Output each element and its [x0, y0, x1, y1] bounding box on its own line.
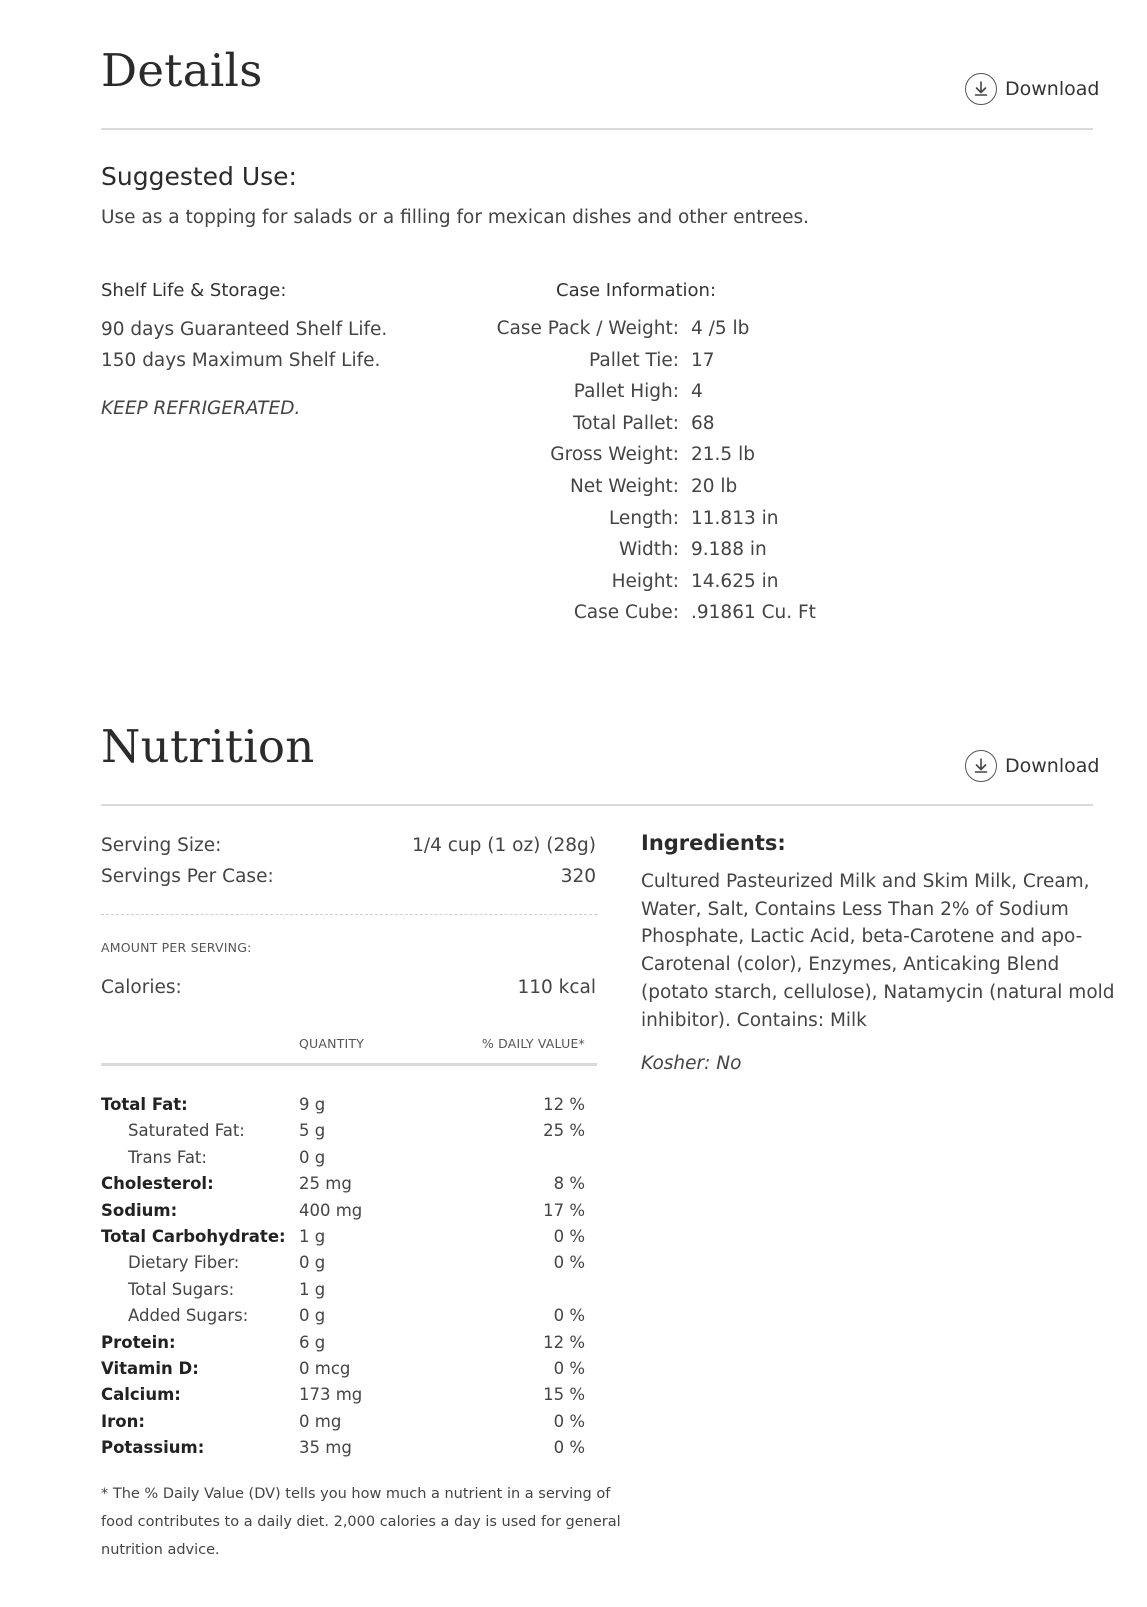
ingredients-heading: Ingredients: [641, 831, 786, 855]
ingredients-line: (potato starch, cellulose), Natamycin (natural mold [641, 981, 1115, 1003]
nutrient-daily-value: 0 % [553, 1411, 585, 1431]
storage-note: KEEP REFRIGERATED. [101, 398, 301, 419]
shelf-life-guaranteed: 90 days Guaranteed Shelf Life. [101, 319, 388, 340]
case-info-heading: Case Information: [556, 280, 717, 301]
case-info-value: 4 [691, 381, 703, 403]
nutrient-quantity: 0 g [299, 1253, 326, 1273]
nutrient-row [101, 1121, 597, 1147]
case-info-row [420, 571, 1100, 601]
ingredients-text [641, 868, 1115, 1034]
case-info-row [420, 413, 1100, 443]
nutrient-quantity: 400 mg [299, 1200, 363, 1220]
download-label: Download [1005, 755, 1100, 777]
case-info-row [420, 539, 1100, 569]
nutrient-daily-value: 12 % [543, 1095, 585, 1114]
nutrient-daily-value: 17 % [543, 1200, 585, 1220]
case-info-label: Gross Weight: [550, 444, 679, 466]
shelf-life-maximum: 150 days Maximum Shelf Life. [101, 350, 381, 371]
case-info-label: Case Cube: [573, 602, 679, 624]
nutrient-name: Trans Fat: [128, 1147, 207, 1167]
daily-value-footnote [101, 1480, 621, 1564]
case-info-label: Pallet High: [573, 381, 679, 403]
case-info-label: Pallet Tie: [589, 349, 679, 371]
nutrient-name: Dietary Fiber: [128, 1253, 240, 1273]
case-info-value: 14.625 in [691, 570, 779, 592]
nutrient-row [101, 1201, 597, 1227]
shelf-life-heading: Shelf Life & Storage: [101, 280, 287, 301]
kosher-status: Kosher: No [641, 1053, 742, 1074]
nutrient-daily-value: 15 % [543, 1385, 585, 1405]
nutrient-row [101, 1306, 597, 1332]
nutrient-row [101, 1095, 597, 1121]
case-info-value: 20 lb [691, 476, 738, 497]
servings-per-case-label: Servings Per Case: [101, 866, 274, 887]
nutrient-quantity: 5 g [299, 1121, 326, 1141]
case-info-value: 68 [691, 412, 715, 434]
download-icon [965, 73, 997, 105]
case-info-label: Total Pallet: [573, 412, 679, 434]
quantity-column-header: QUANTITY [299, 1036, 365, 1051]
nutrition-divider [101, 804, 1093, 806]
nutrient-row [101, 1148, 597, 1174]
suggested-use-heading: Suggested Use: [101, 162, 297, 191]
ingredients-line: Water, Salt, Contains Less Than 2% of Sodium [641, 898, 1069, 920]
nutrient-name: Saturated Fat: [128, 1121, 245, 1141]
case-info-label: Height: [611, 570, 679, 592]
nutrient-name: Vitamin D: [101, 1359, 199, 1378]
case-info-label: Length: [608, 507, 679, 529]
nutrient-daily-value: 12 % [543, 1332, 585, 1352]
nutrition-download-button[interactable] [965, 750, 1099, 782]
case-info-row [420, 602, 1100, 632]
nutrient-name: Iron: [101, 1411, 145, 1431]
nutrient-quantity: 173 mg [299, 1385, 363, 1405]
serving-size-value: 1/4 cup (1 oz) (28g) [412, 835, 596, 856]
nutrient-row [101, 1174, 597, 1200]
case-info-value: 17 [691, 349, 715, 371]
nutrient-daily-value: 0 % [553, 1359, 585, 1378]
download-label: Download [1005, 78, 1100, 100]
calories-label: Calories: [101, 977, 182, 998]
nutrient-quantity: 0 mg [299, 1411, 342, 1431]
nutrient-quantity: 1 g [299, 1279, 326, 1299]
nutrient-quantity: 9 g [299, 1095, 326, 1114]
nutrient-name: Total Carbohydrate: [101, 1227, 286, 1246]
nutrient-name: Total Fat: [101, 1095, 188, 1114]
footnote-line: nutrition advice. [101, 1542, 220, 1558]
nutrient-row [101, 1333, 597, 1359]
case-info-label: Case Pack / Weight: [496, 318, 679, 339]
nutrient-daily-value: 0 % [553, 1438, 585, 1458]
ingredients-line: Carotenal (color), Enzymes, Anticaking Blend [641, 954, 1060, 976]
nutrient-row [101, 1438, 597, 1464]
nutrient-quantity: 0 mcg [299, 1359, 351, 1378]
nutrition-title: Nutrition [101, 720, 315, 773]
nutrient-daily-value: 0 % [553, 1253, 585, 1273]
footnote-line: food contributes to a daily diet. 2,000 calories a day is used for general [101, 1514, 621, 1530]
nutrient-daily-value: 0 % [553, 1227, 585, 1246]
nutrient-row [101, 1253, 597, 1279]
nutrient-row [101, 1412, 597, 1438]
nutrient-quantity: 25 mg [299, 1174, 352, 1194]
nutrient-daily-value: 0 % [553, 1306, 585, 1326]
case-info-row [420, 318, 1100, 348]
footnote-line: * The % Daily Value (DV) tells you how much a nutrient in a serving of [101, 1486, 611, 1502]
details-title: Details [101, 44, 263, 97]
case-info-row [420, 444, 1100, 474]
nutrient-row [101, 1227, 597, 1253]
case-info-row [420, 508, 1100, 538]
nutrient-name: Cholesterol: [101, 1174, 214, 1194]
serving-size-label: Serving Size: [101, 835, 222, 856]
nutrient-row [101, 1385, 597, 1411]
nutrient-name: Protein: [101, 1332, 176, 1352]
nutrient-row [101, 1359, 597, 1385]
case-info-value: 21.5 lb [691, 444, 755, 466]
nutrient-daily-value: 8 % [553, 1174, 585, 1194]
details-download-button[interactable] [965, 73, 1099, 105]
case-info-value: 4 /5 lb [691, 318, 750, 339]
case-info-value: .91861 Cu. Ft [691, 602, 816, 624]
nutrient-name: Total Sugars: [128, 1279, 235, 1299]
case-info-row [420, 350, 1100, 380]
nutrient-name: Sodium: [101, 1200, 178, 1220]
nutrient-quantity: 35 mg [299, 1438, 352, 1458]
case-info-value: 9.188 in [691, 539, 767, 561]
ingredients-line: inhibitor). Contains: Milk [641, 1009, 867, 1031]
serving-divider [101, 914, 597, 915]
case-info-label: Width: [619, 539, 679, 561]
case-info-row [420, 381, 1100, 411]
suggested-use-text: Use as a topping for salads or a filling for mexican dishes and other entrees. [101, 207, 809, 228]
calories-value: 110 kcal [517, 977, 596, 998]
nutrient-quantity: 0 g [299, 1147, 326, 1167]
nutrient-name: Calcium: [101, 1385, 181, 1405]
details-divider [101, 128, 1093, 130]
nutrient-row [101, 1280, 597, 1306]
ingredients-line: Phosphate, Lactic Acid, beta-Carotene and apo- [641, 926, 1083, 948]
nutrient-quantity: 6 g [299, 1332, 326, 1352]
nutrient-name: Potassium: [101, 1438, 205, 1458]
nutrient-quantity: 0 g [299, 1306, 326, 1326]
nutrient-daily-value: 25 % [543, 1121, 585, 1141]
amount-per-serving-label: AMOUNT PER SERVING: [101, 940, 252, 955]
download-icon [965, 750, 997, 782]
case-info-value: 11.813 in [691, 507, 779, 529]
servings-per-case-value: 320 [560, 866, 596, 887]
daily-value-column-header: % DAILY VALUE* [481, 1036, 585, 1051]
nutrient-quantity: 1 g [299, 1227, 326, 1246]
nutrition-table-header-rule [101, 1063, 597, 1066]
case-info-label: Net Weight: [569, 476, 679, 497]
nutrient-name: Added Sugars: [128, 1306, 249, 1326]
case-info-row [420, 476, 1100, 506]
ingredients-line: Cultured Pasteurized Milk and Skim Milk, Cream, [641, 871, 1090, 892]
